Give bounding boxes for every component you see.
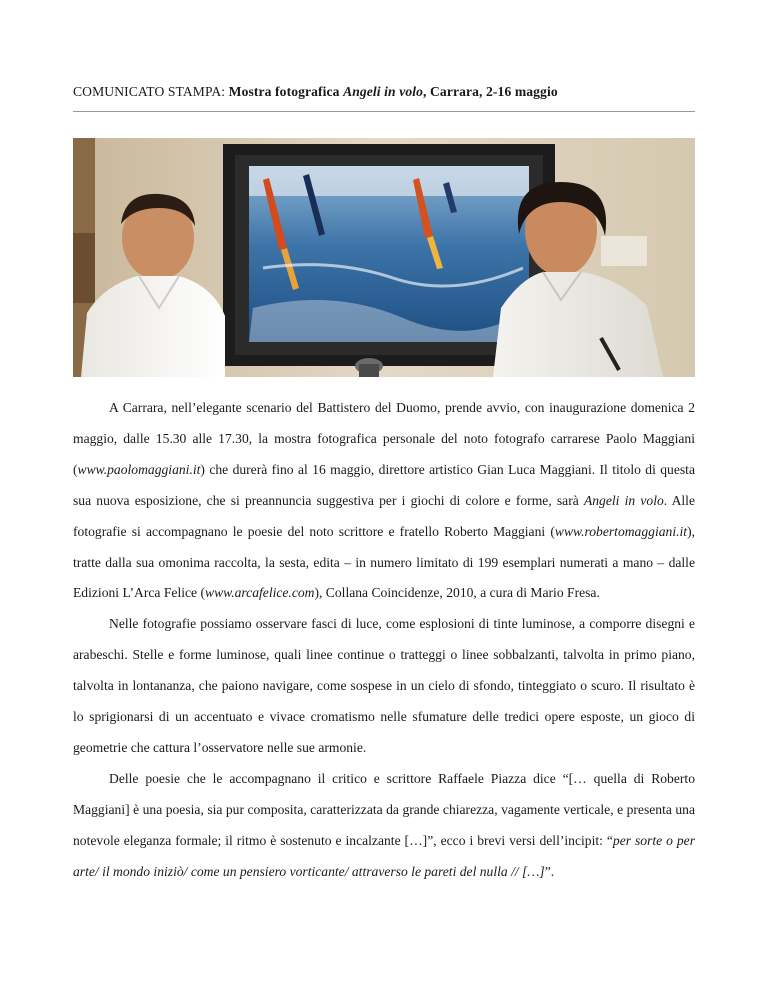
paragraph-1-text-d: ), tratte dalla sua omonima raccolta, la sesta, edita – in numero limitato di 199 esemplari numerati a mano – dalle Edizioni L’Arca Felice (	[73, 523, 695, 601]
paragraph-1-text-e: ), Collana Coincidenze, 2010, a cura di Mario Fresa.	[314, 585, 600, 601]
heading-exhibition-title: Angeli in volo	[343, 84, 424, 99]
exhibition-photo-illustration	[73, 138, 695, 377]
photographer-website-link[interactable]: www.paolomaggiani.it	[77, 461, 201, 477]
paragraph-1-text-b: ) che durerà fino al 16 maggio, direttore artistico Gian Luca Maggiani. Il titolo di questa sua nuova esposizione, che si preannuncia suggestiva per i giochi di colore e forme, sarà	[73, 461, 695, 508]
heading-bold-part: Mostra fotografica	[228, 84, 344, 99]
paragraph-2: Nelle fotografie possiamo osservare fasci di luce, come esplosioni di tinte luminose, a comporre disegni e arabeschi. Stelle e forme luminose, quali linee continue o tratteggi o linee sobbalzanti, talvolta in primo piano, talvolta in lontananza, che paiono navigare, come sospese in un cielo di sfondo, tinteggiato o scuro. Il risultato è lo sprigionarsi di un accentuato e vivace cromatismo nelle sfumature delle tredici opere esposte, un gioco di geometrie che cattura l’osservatore nelle sue armonie.	[73, 616, 695, 755]
poet-website-link[interactable]: www.robertomaggiani.it	[554, 523, 688, 539]
exhibition-title-inline: Angeli in volo	[583, 492, 664, 508]
publisher-website-link[interactable]: www.arcafelice.com	[205, 585, 315, 601]
heading-divider	[73, 111, 695, 112]
incipit-verse: per sorte o per arte/ il mondo iniziò/ come un pensiero vorticante/ attraverso le pareti del nulla // […]	[73, 832, 695, 879]
paragraph-3	[73, 764, 695, 888]
press-release-heading	[73, 84, 695, 100]
paragraph-3-text-b: ”.	[544, 863, 555, 879]
heading-prefix: COMUNICATO STAMPA:	[73, 84, 229, 99]
heading-place-date: , Carrara, 2-16 maggio	[423, 84, 558, 99]
paragraph-3-text-a: Delle poesie che le accompagnano il critico e scrittore Raffaele Piazza dice “[… quella di Roberto Maggiani] è una poesia, sia pur composita, caratterizzata da grande chiarezza, vagamente verticale, e presenta una notevole eleganza formale; il ritmo è sostenuto e incalzante […]”, ecco i brevi versi dell’incipit: “	[73, 770, 695, 848]
paragraph-1	[73, 393, 695, 609]
press-release-body	[73, 393, 695, 888]
exhibition-photo	[73, 138, 695, 377]
paragraph-1-text-a: A Carrara, nell’elegante scenario del Battistero del Duomo, prende avvio, con inaugurazione domenica 2 maggio, dalle 15.30 alle 17.30, la mostra fotografica personale del noto fotografo carrarese Paolo Maggiani (	[73, 400, 695, 477]
paragraph-1-text-c: . Alle fotografie si accompagnano le poesie del noto scrittore e fratello Roberto Maggiani (	[73, 492, 695, 539]
